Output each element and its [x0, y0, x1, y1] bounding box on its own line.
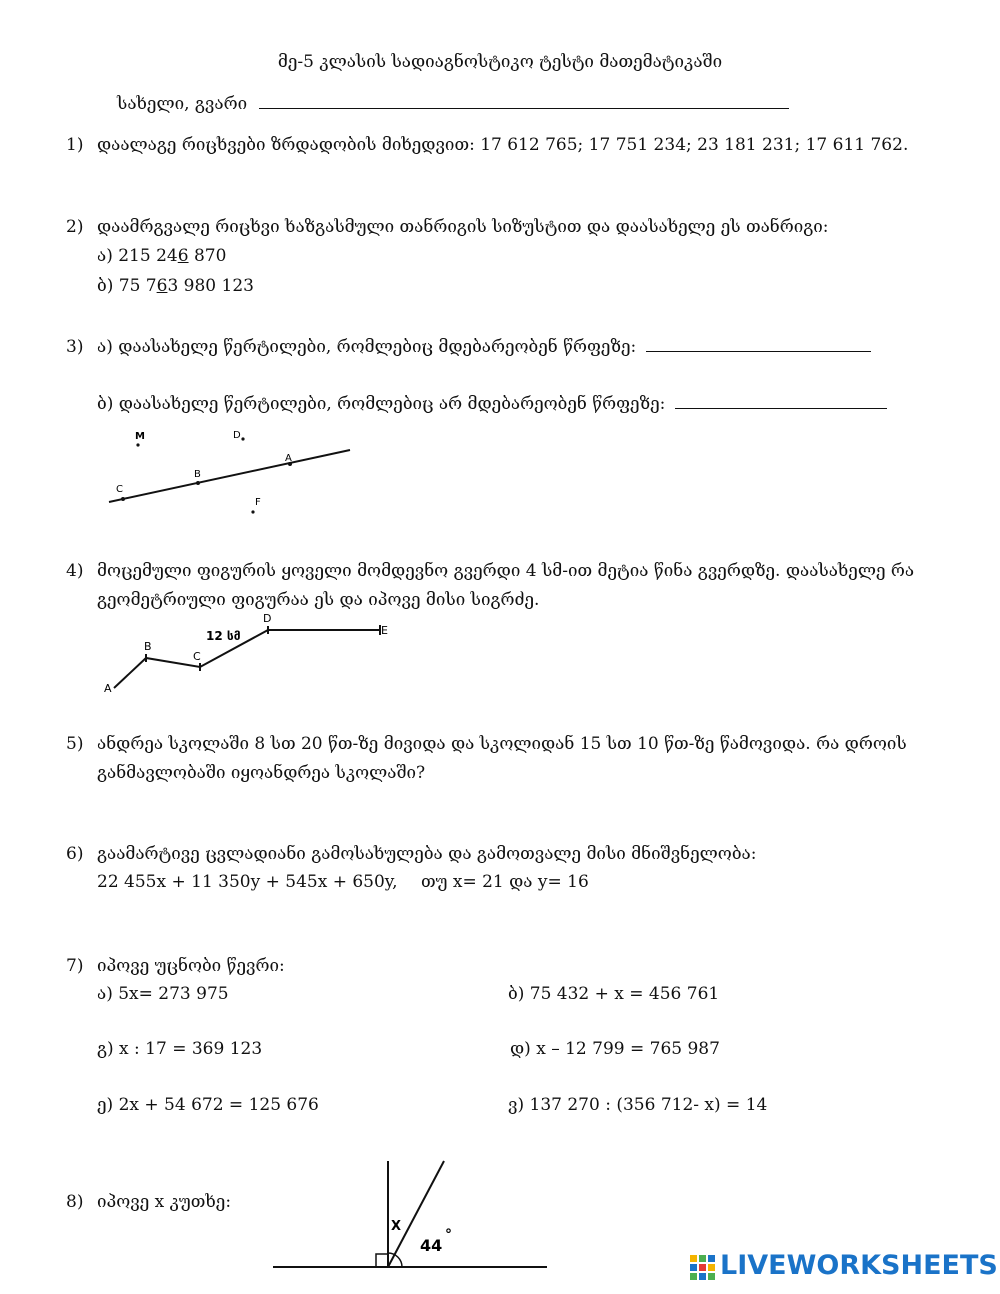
q3-label-d: D — [233, 430, 241, 441]
q4-label-a: A — [104, 682, 112, 695]
page-title: მე-5 კლასის სადიაგნოსტიკო ტესტი მათემატიკაში — [277, 52, 723, 72]
q1-number: 1) — [66, 135, 84, 155]
q3-label-f: F — [255, 497, 261, 508]
q4-segment-label: 12 სმ — [206, 629, 241, 643]
q5-number: 5) — [66, 734, 84, 754]
q5-line1: ანდრეა სკოლაში 8 სთ 20 წთ-ზე მივიდა და სკოლიდან 15 სთ 10 წთ-ზე წამოვიდა. რა დროის — [97, 734, 907, 754]
q3-line-figure — [100, 425, 360, 520]
q3-point-f — [251, 510, 254, 513]
q3-point-m — [136, 443, 139, 446]
q8-right-angle-mark — [376, 1254, 388, 1267]
liveworksheets-logo-text: LIVEWORKSHEETS — [720, 1250, 998, 1281]
q6-line1: გაამარტივე ცვლადიანი გამოსახულება და გამოთვალე მისი მნიშვნელობა: — [97, 844, 757, 864]
q4-polyline-figure — [100, 610, 400, 695]
q3-label-m: M — [135, 431, 145, 442]
q4-label-b: B — [144, 640, 152, 653]
q3-number: 3) — [66, 337, 84, 357]
name-input-line[interactable] — [259, 108, 789, 109]
q8-text: იპოვე x კუთხე: — [97, 1192, 232, 1212]
q1-text: დაალაგე რიცხვები ზრდადობის მიხედვით: 17 612 765; 17 751 234; 23 181 231; 17 611 762. — [97, 135, 909, 155]
liveworksheets-logo[interactable] — [690, 1250, 998, 1286]
q3-point-b — [196, 481, 200, 485]
q3-label-b: B — [194, 469, 201, 480]
q3-label-a: A — [285, 453, 292, 464]
q5-line2: განმავლობაში იყოანდრეა სკოლაში? — [97, 763, 426, 783]
q7-item-v: ვ) 137 270 : (356 712- x) = 14 — [508, 1095, 768, 1115]
q7-item-g: გ) x : 17 = 369 123 — [97, 1039, 263, 1059]
q2-b-underlined-digit: 6 — [156, 276, 168, 296]
q3-a-row — [97, 337, 871, 357]
q3-b-text: ბ) დაასახელე წერტილები, რომლებიც არ მდებარეობენ წრფეზე: — [97, 394, 666, 414]
q4-line1: მოცემული ფიგურის ყოველი მომდევნო გვერდი 4 სმ-ით მეტია წინა გვერდზე. დაასახელე რა — [97, 561, 915, 581]
q7-item-e: ე) 2x + 54 672 = 125 676 — [97, 1095, 319, 1115]
q8-number: 8) — [66, 1192, 84, 1212]
q6-expr: 22 455x + 11 350y + 545x + 650y, — [97, 872, 398, 892]
q2-a-underlined-digit: 6 — [177, 246, 189, 266]
q8-x-label: X — [391, 1219, 402, 1234]
q4-label-d: D — [263, 612, 272, 625]
q7-item-a: ა) 5x= 273 975 — [97, 984, 229, 1004]
q4-number: 4) — [66, 561, 84, 581]
q3-point-c — [121, 497, 125, 501]
q2-number: 2) — [66, 217, 84, 237]
q6-number: 6) — [66, 844, 84, 864]
name-label: სახელი, გვარი — [117, 94, 248, 114]
q4-label-e: E — [381, 624, 388, 637]
q8-angle-figure — [265, 1155, 550, 1273]
q7-text: იპოვე უცნობი წევრი: — [97, 956, 285, 976]
q4-line2: გეომეტრიული ფიგურაა ეს და იპოვე მისი სიგრძე. — [97, 590, 540, 610]
q3-a-text: ა) დაასახელე წერტილები, რომლებიც მდებარეობენ წრფეზე: — [97, 337, 637, 357]
q8-angle-label: 44 — [420, 1236, 443, 1255]
q3-b-answer-line[interactable] — [675, 408, 887, 409]
q4-broken-line — [114, 630, 380, 688]
q7-number: 7) — [66, 956, 84, 976]
q6-condition: თუ x= 21 და y= 16 — [420, 872, 589, 892]
q3-straight-line — [109, 450, 350, 502]
q2-item-b: ბ) 75 763 980 123 — [97, 276, 254, 296]
q3-a-answer-line[interactable] — [646, 351, 871, 352]
q8-degree-sign: ° — [445, 1227, 452, 1243]
q4-label-c: C — [193, 650, 201, 663]
q7-item-b: ბ) 75 432 + x = 456 761 — [508, 984, 720, 1004]
q7-item-d: დ) x – 12 799 = 765 987 — [510, 1039, 720, 1059]
q3-b-row — [97, 394, 887, 414]
name-row — [117, 94, 789, 114]
q3-label-c: C — [116, 484, 123, 495]
q3-point-d — [241, 437, 244, 440]
q2-text: დაამრგვალე რიცხვი ხაზგასმული თანრიგის სიზუსტით და დაასახელე ეს თანრიგი: — [97, 217, 829, 237]
q6-expression — [97, 872, 589, 892]
q2-item-a: ა) 215 246 870 — [97, 246, 227, 266]
liveworksheets-logo-icon — [690, 1255, 716, 1283]
